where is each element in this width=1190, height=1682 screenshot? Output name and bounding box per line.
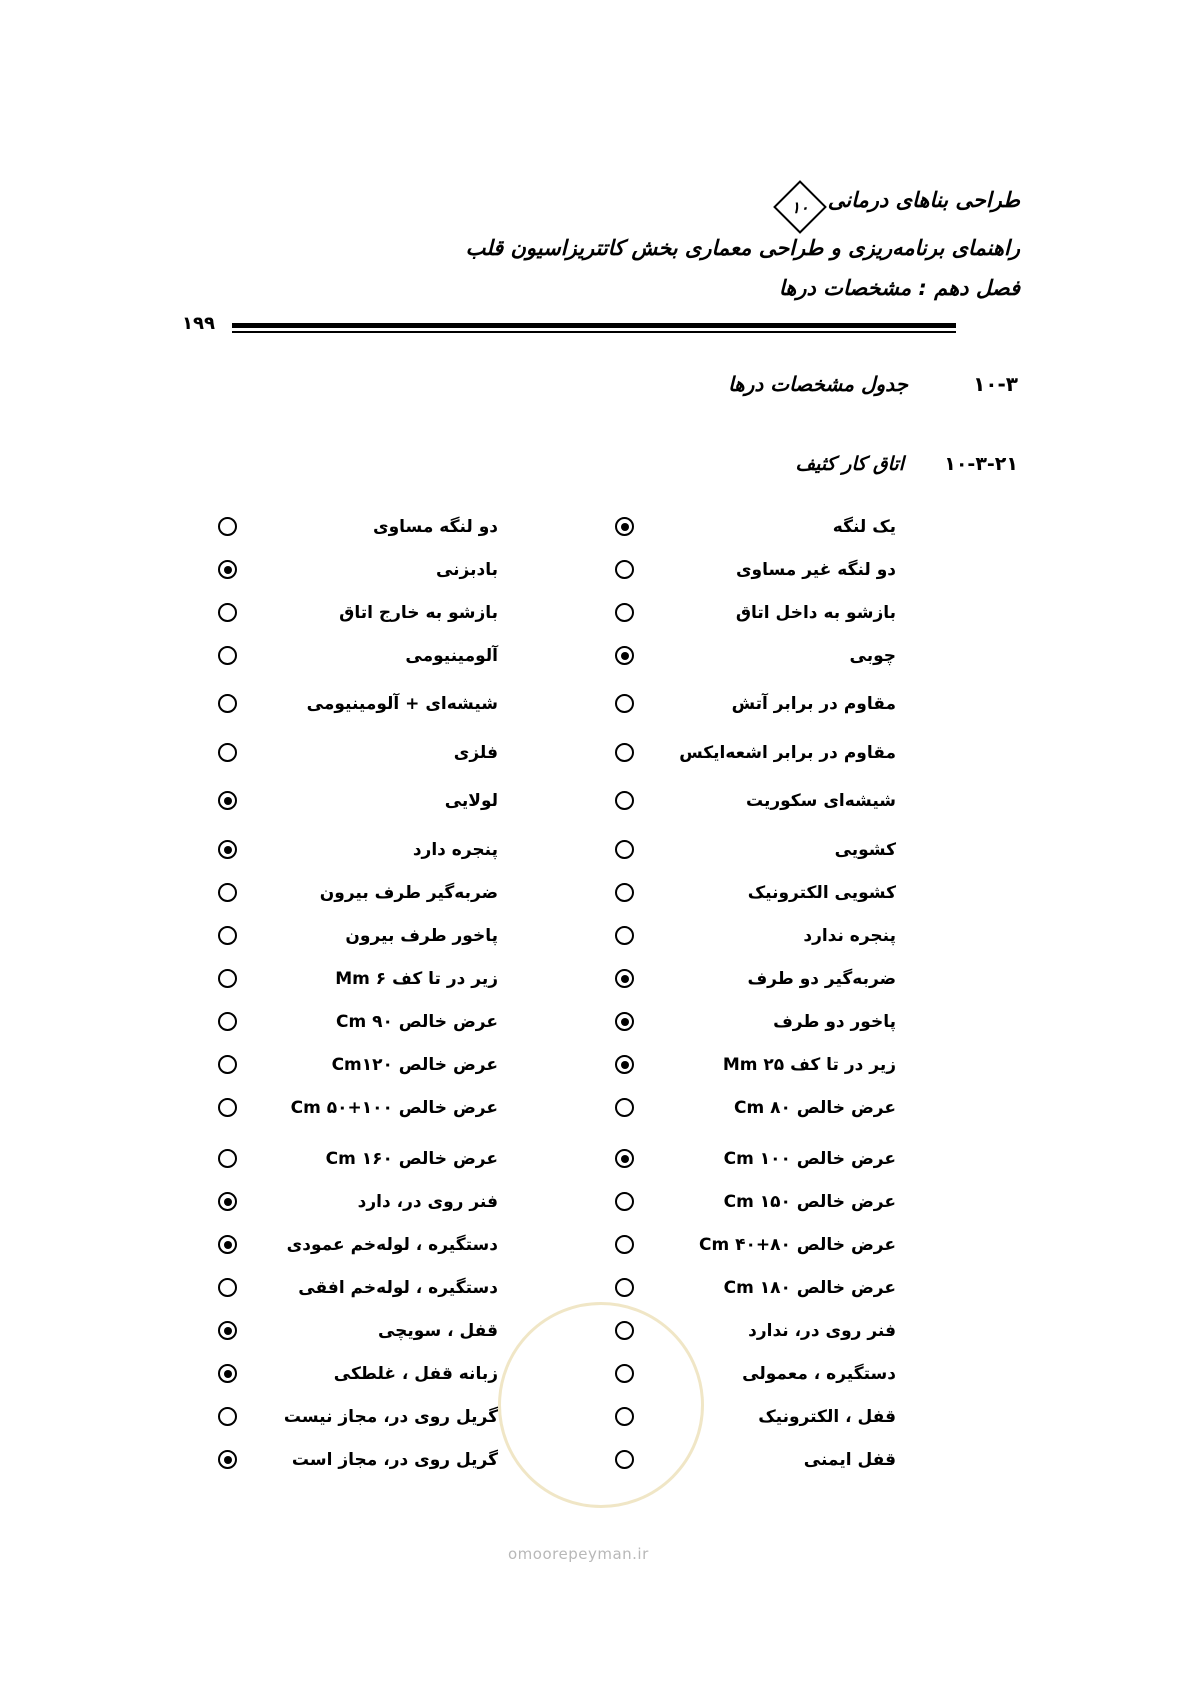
left-option-radio[interactable] [218,1055,237,1074]
radio-selected-dot [224,1327,232,1335]
right-option-radio[interactable] [615,1278,634,1297]
header-title-line1: طراحی بناهای درمانی [827,188,1020,212]
right-option-label: قفل ، الکترونیک [758,1407,896,1427]
left-option-radio[interactable] [218,1321,237,1340]
left-option-radio[interactable] [218,1407,237,1426]
page-number: ۱۹۹ [182,313,215,334]
right-option-radio[interactable] [615,743,634,762]
radio-selected-dot [224,566,232,574]
watermark-url: omoorepeyman.ir [508,1545,649,1563]
section-title: جدول مشخصات درها [728,372,908,396]
left-option-label: عرض خالص Cm ۹۰ [336,1012,498,1032]
header-rule-thick [232,323,956,328]
right-option-label: پاخور دو طرف [773,1012,896,1032]
right-option-radio[interactable] [615,1407,634,1426]
right-option-radio[interactable] [615,791,634,810]
left-option-label: ضربه‌گیر طرف بیرون [319,883,498,903]
right-option-radio[interactable] [615,1450,634,1469]
radio-selected-dot [621,1018,629,1026]
right-option-radio[interactable] [615,1364,634,1383]
left-option-radio[interactable] [218,840,237,859]
radio-selected-dot [621,1155,629,1163]
left-option-label: عرض خالص Cm ۵۰+۱۰۰ [290,1098,498,1118]
right-option-label: دستگیره ، معمولی [742,1364,896,1384]
radio-selected-dot [621,652,629,660]
right-option-radio[interactable] [615,1235,634,1254]
left-option-label: بازشو به خارج اتاق [339,603,498,623]
radio-selected-dot [224,1370,232,1378]
right-option-label: عرض خالص Cm ۴۰+۸۰ [699,1235,896,1255]
radio-selected-dot [621,523,629,531]
right-option-label: یک لنگه [832,517,896,537]
right-option-label: چوبی [849,646,896,666]
right-option-radio[interactable] [615,840,634,859]
radio-selected-dot [621,1061,629,1069]
left-option-label: بادبزنی [435,560,498,580]
right-option-label: شیشه‌ای سکوریت [745,791,896,811]
section-number: ۱۰-۳ [973,372,1018,396]
left-option-radio[interactable] [218,517,237,536]
left-option-radio[interactable] [218,1278,237,1297]
header-chapter-title: فصل دهم : مشخصات درها [778,276,1020,300]
right-option-label: کشویی [834,840,896,860]
right-option-label: مقاوم در برابر اشعه‌ایکس [679,743,896,763]
left-option-label: شیشه‌ای + آلومینیومی [306,694,498,714]
left-option-label: زبانه قفل ، غلطکی [333,1364,498,1384]
radio-selected-dot [224,1198,232,1206]
left-option-label: عرض خالص Cm۱۲۰ [331,1055,498,1075]
right-option-radio[interactable] [615,694,634,713]
right-option-label: کشویی الکترونیک [747,883,896,903]
right-option-label: قفل ایمنی [803,1450,896,1470]
left-option-radio[interactable] [218,969,237,988]
radio-selected-dot [224,1241,232,1249]
subsection-title: اتاق کار کثیف [795,453,904,475]
left-option-label: دستگیره ، لوله‌خم عمودی [286,1235,498,1255]
watermark-logo [498,1302,704,1508]
right-option-label: زیر در تا کف Mm ۲۵ [722,1055,896,1075]
chapter-badge [778,185,818,225]
left-option-radio[interactable] [218,1364,237,1383]
left-option-label: زیر در تا کف Mm ۶ [335,969,498,989]
right-option-label: عرض خالص Cm ۸۰ [734,1098,896,1118]
right-option-radio[interactable] [615,1192,634,1211]
left-option-label: گریل روی در، مجاز است [291,1450,498,1470]
right-option-radio[interactable] [615,1098,634,1117]
left-option-label: دو لنگه مساوی [372,517,498,537]
right-option-label: ضربه‌گیر دو طرف [747,969,896,989]
radio-selected-dot [224,1456,232,1464]
left-option-radio[interactable] [218,1012,237,1031]
right-option-label: عرض خالص Cm ۱۰۰ [723,1149,896,1169]
right-option-label: عرض خالص Cm ۱۵۰ [723,1192,896,1212]
left-option-label: عرض خالص Cm ۱۶۰ [325,1149,498,1169]
left-option-label: گریل روی در، مجاز نیست [283,1407,498,1427]
header-rule-thin [232,331,956,333]
right-option-radio[interactable] [615,603,634,622]
left-option-radio[interactable] [218,1149,237,1168]
radio-selected-dot [224,846,232,854]
left-option-radio[interactable] [218,883,237,902]
right-option-radio[interactable] [615,517,634,536]
left-option-radio[interactable] [218,1235,237,1254]
left-option-radio[interactable] [218,743,237,762]
left-option-label: فلزی [453,743,498,763]
right-option-radio[interactable] [615,646,634,665]
subsection-number: ۱۰-۳-۲۱ [944,453,1018,475]
right-option-radio[interactable] [615,560,634,579]
left-option-radio[interactable] [218,646,237,665]
chapter-number: ۱۰ [791,197,809,217]
left-option-radio[interactable] [218,1450,237,1469]
left-option-radio[interactable] [218,1192,237,1211]
left-option-radio[interactable] [218,1098,237,1117]
radio-selected-dot [224,797,232,805]
left-option-label: قفل ، سویچی [377,1321,498,1341]
right-option-radio[interactable] [615,1012,634,1031]
left-option-label: پنجره دارد [412,840,498,860]
right-option-label: بازشو به داخل اتاق [735,603,896,623]
left-option-radio[interactable] [218,694,237,713]
left-option-radio[interactable] [218,926,237,945]
left-option-radio[interactable] [218,560,237,579]
right-option-label: دو لنگه غیر مساوی [735,560,896,580]
left-option-label: پاخور طرف بیرون [345,926,498,946]
right-option-radio[interactable] [615,969,634,988]
radio-selected-dot [621,975,629,983]
right-option-label: عرض خالص Cm ۱۸۰ [723,1278,896,1298]
left-option-label: دستگیره ، لوله‌خم افقی [298,1278,498,1298]
right-option-radio[interactable] [615,883,634,902]
right-option-radio[interactable] [615,1055,634,1074]
left-option-radio[interactable] [218,603,237,622]
right-option-radio[interactable] [615,926,634,945]
right-option-radio[interactable] [615,1321,634,1340]
left-option-label: لولایی [444,791,498,811]
left-option-radio[interactable] [218,791,237,810]
left-option-label: فنر روی در، دارد [357,1192,498,1212]
right-option-radio[interactable] [615,1149,634,1168]
left-option-label: آلومینیومی [405,646,498,666]
header-title-line2: راهنمای برنامه‌ریزی و طراحی معماری بخش کاتتریزاسیون قلب [465,236,1020,260]
right-option-label: مقاوم در برابر آتش [731,694,896,714]
right-option-label: پنجره ندارد [803,926,896,946]
right-option-label: فنر روی در، ندارد [748,1321,896,1341]
